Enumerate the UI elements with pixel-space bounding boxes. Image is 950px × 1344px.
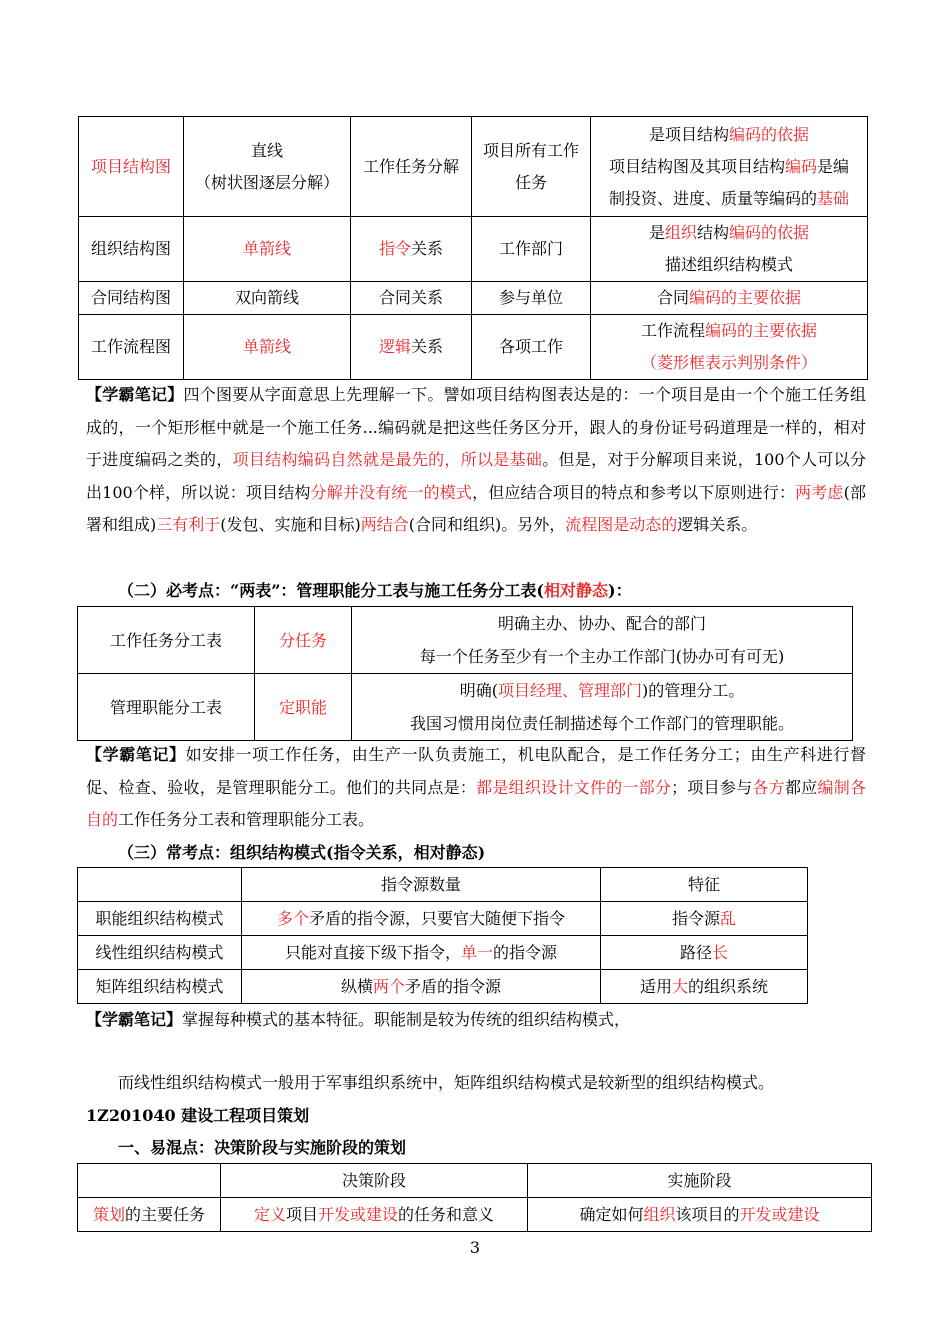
highlight-text: 编制各自的 <box>86 777 866 830</box>
column-header: 指令源数量 <box>242 868 601 902</box>
table-row <box>78 674 853 741</box>
highlight-text: 策划 <box>92 1205 125 1224</box>
key-point: 定职能 <box>255 674 352 741</box>
highlight-text: 两个 <box>372 977 405 996</box>
highlight-text: 三有利于 <box>156 515 221 535</box>
two-tables-table <box>77 606 853 741</box>
text-run: 都应 <box>784 777 818 797</box>
note-3b: 而线性组织结构模式一般用于军事组织系统中，矩阵组织结构模式是较新型的组织结构模式。 <box>118 1073 775 1092</box>
mode-name: 线性组织结构模式 <box>78 936 242 970</box>
highlight-text: 组织 <box>664 223 697 242</box>
text-run: 明确( <box>459 681 498 700</box>
cell-line <box>595 282 863 314</box>
table1-body <box>79 117 868 380</box>
line-type <box>184 217 351 282</box>
text-run: 的组织系统 <box>688 977 769 996</box>
decision-stage <box>221 1198 528 1232</box>
text-run: 的主要任务 <box>125 1205 206 1224</box>
highlight-text: 编码的依据 <box>729 223 810 242</box>
structure-diagrams-table <box>78 116 868 380</box>
text-run: 结构 <box>697 223 730 242</box>
highlight-text: 组织 <box>643 1205 676 1224</box>
highlight-text: 大 <box>671 977 688 996</box>
table-row <box>78 1198 872 1232</box>
cell-line <box>595 183 863 215</box>
text-run: 指令源 <box>671 909 720 928</box>
relation <box>351 217 472 282</box>
text-run: 矛盾的指令源 <box>405 977 502 996</box>
text-run: 该项目的 <box>675 1205 740 1224</box>
highlight-text: 多个 <box>276 909 309 928</box>
page-number: 3 <box>469 1238 481 1257</box>
text-run: 项目 <box>285 1205 318 1224</box>
text-run: 每一个任务至少有一个主办工作部门(协办可有可无) <box>419 647 785 666</box>
highlight-text: 长 <box>712 943 729 962</box>
table-row <box>79 282 868 315</box>
cell-line: 任务 <box>514 172 547 192</box>
description <box>591 217 868 282</box>
text-run: 路径 <box>679 943 712 962</box>
heading-org-modes: （三）常考点：组织结构模式(指令关系，相对静态) <box>118 843 486 862</box>
text-run: 是 <box>648 223 665 242</box>
column-header: 特征 <box>601 868 808 902</box>
header-row <box>78 868 808 902</box>
text-run: 纵横 <box>340 977 373 996</box>
description <box>591 117 868 217</box>
highlight-text: 相对静态 <box>543 581 608 600</box>
mode-name: 职能组织结构模式 <box>78 902 242 936</box>
note-3 <box>86 1004 866 1037</box>
cell-line: （树状图逐层分解） <box>194 172 339 192</box>
object <box>472 117 591 217</box>
table-row <box>79 217 868 282</box>
note-label: 【学霸笔记】 <box>86 385 184 404</box>
cell-line <box>356 674 848 707</box>
table-row <box>78 936 808 970</box>
text-run: 是项目结构 <box>648 124 729 144</box>
cell-line: 各项工作 <box>498 337 563 356</box>
cell-line <box>595 151 863 183</box>
text-run: 逻辑关系。 <box>677 515 758 535</box>
text-run: （二）必考点：“两表”：管理职能分工表与施工任务分工表( <box>118 581 544 600</box>
diagram-name: 项目结构图 <box>79 117 184 217</box>
row-label <box>78 1198 221 1232</box>
heading-two-tables <box>118 578 632 601</box>
relation: 工作任务分解 <box>351 117 472 217</box>
cell-line: 参与单位 <box>498 288 563 307</box>
highlight-text: 各方 <box>752 777 785 797</box>
cell-line: 直线 <box>250 140 283 160</box>
relation <box>351 315 472 380</box>
column-header <box>78 868 242 902</box>
text-run: )的管理分工。 <box>642 681 745 700</box>
table-name: 工作任务分工表 <box>78 607 255 674</box>
text-run: ，但应结合项目的特点和参考以下原则进行： <box>472 482 796 502</box>
cell-line <box>356 607 848 640</box>
cell-line: 双向箭线 <box>234 288 299 307</box>
table-name: 管理职能分工表 <box>78 674 255 741</box>
cell-line <box>595 249 863 281</box>
highlight-text: 乱 <box>720 909 737 928</box>
highlight-text: 编码的主要依据 <box>705 321 818 340</box>
text-run: 适用 <box>639 977 672 996</box>
text-run: 的任务和意义 <box>398 1205 495 1224</box>
text-run: 项目结构图及其项目结构 <box>608 156 785 176</box>
highlight-text: 都是组织设计文件的一部分 <box>476 777 672 797</box>
cell-line <box>595 217 863 249</box>
highlight-text: 项目经理、管理部门 <box>497 681 642 700</box>
text-run: 只能对直接下级下指令， <box>284 943 461 962</box>
mode-name: 矩阵组织结构模式 <box>78 970 242 1004</box>
planning-table <box>77 1163 872 1232</box>
text-run: ；项目参与 <box>671 777 753 797</box>
text-run: 明确主办、协办、配合的部门 <box>497 614 706 633</box>
object <box>472 282 591 315</box>
highlight-text: 项目结构编码自然就是最先的，所以是基础 <box>232 450 543 470</box>
highlight-text: 分解并没有统一的模式 <box>310 482 473 502</box>
cell-line <box>356 640 848 673</box>
text-run: (合同和组织)。另外， <box>408 515 566 535</box>
cell-line <box>595 347 863 379</box>
text-run: 掌握每种模式的基本特征。职能制是较为传统的组织结构模式， <box>182 1010 631 1029</box>
note-2 <box>86 739 866 837</box>
feature <box>601 936 808 970</box>
cell-line: 单箭线 <box>242 239 291 258</box>
diagram-name: 工作流程图 <box>79 315 184 380</box>
cell-line: 项目所有工作 <box>482 140 579 160</box>
header-row <box>78 1164 872 1198</box>
column-header <box>78 1164 221 1198</box>
description <box>591 282 868 315</box>
text-run: 是编 <box>817 156 850 176</box>
diagram-name: 合同结构图 <box>79 282 184 315</box>
object <box>472 217 591 282</box>
highlight-text: 指令 <box>378 239 411 258</box>
column-header: 决策阶段 <box>221 1164 528 1198</box>
highlight-text: （菱形框表示判别条件） <box>640 353 817 372</box>
text-run: 确定如何 <box>579 1205 644 1224</box>
table-row <box>79 117 868 217</box>
table-row <box>78 902 808 936</box>
object <box>472 315 591 380</box>
text-run: 关系 <box>411 337 444 356</box>
highlight-text: 逻辑 <box>378 337 411 356</box>
text-run: 四个图要从字面意思上先理解一下。譬如项目结构图表达是的：一个项目是由一个个施工任务组成的，一个矩形框中就是一个施工任务...编码就是把这些任务区分开，跟人的身份证号码道理是一样的，相对于进度编码之类的， <box>86 385 866 470</box>
text-run: 我国习惯用岗位责任制描述每个工作部门的管理职能。 <box>409 714 794 733</box>
highlight-text: 基础 <box>817 188 850 208</box>
text-run: 合同 <box>656 288 689 307</box>
highlight-text: 两考虑 <box>795 482 844 502</box>
note-1 <box>86 379 866 542</box>
cell-line: 单箭线 <box>242 337 291 356</box>
text-run: (部署和组成) <box>86 482 866 535</box>
text-run: (发包、实施和目标) <box>220 515 361 535</box>
cell-line <box>595 119 863 151</box>
table-row <box>78 607 853 674</box>
highlight-text: 编码 <box>784 156 817 176</box>
description <box>352 674 853 741</box>
text-run: 的指令源 <box>493 943 558 962</box>
highlight-text: 开发或建设 <box>739 1205 820 1224</box>
highlight-text: 定义 <box>253 1205 286 1224</box>
org-modes-table <box>77 867 808 1004</box>
text-run: 矛盾的指令源，只要官大随便下指令 <box>309 909 566 928</box>
command-source <box>242 902 601 936</box>
diagram-name: 组织结构图 <box>79 217 184 282</box>
text-run: 工作流程 <box>640 321 705 340</box>
text-run: 描述组织结构模式 <box>664 255 793 274</box>
text-run: 工作任务分工表和管理职能分工表。 <box>118 810 375 830</box>
relation: 合同关系 <box>351 282 472 315</box>
highlight-text: 流程图是动态的 <box>565 515 678 535</box>
note-label: 【学霸笔记】 <box>86 745 186 764</box>
command-source <box>242 936 601 970</box>
highlight-text: 两结合 <box>360 515 409 535</box>
highlight-text: 编码的依据 <box>729 124 810 144</box>
feature <box>601 902 808 936</box>
key-point: 分任务 <box>255 607 352 674</box>
feature <box>601 970 808 1004</box>
text-run: )： <box>608 581 632 600</box>
text-run: 制投资、进度、质量等编码的 <box>608 188 817 208</box>
table-row <box>79 315 868 380</box>
highlight-text: 编码的主要依据 <box>689 288 802 307</box>
note-label: 【学霸笔记】 <box>86 1010 183 1029</box>
highlight-text: 单一 <box>460 943 493 962</box>
highlight-text: 开发或建设 <box>318 1205 399 1224</box>
description <box>591 315 868 380</box>
text-run: 关系 <box>411 239 444 258</box>
line-type <box>184 117 351 217</box>
cell-line <box>356 707 848 740</box>
line-type <box>184 282 351 315</box>
text-run: 如安排一项工作任务，由生产一队负责施工，机电队配合，是工作任务分工；由生产科进行督促、检查、验收，是管理职能分工。他们的共同点是： <box>86 745 866 797</box>
line-type <box>184 315 351 380</box>
cell-line <box>595 315 863 347</box>
description <box>352 607 853 674</box>
cell-line: 工作部门 <box>498 239 563 258</box>
table-row <box>78 970 808 1004</box>
heading-planning: 一、易混点：决策阶段与实施阶段的策划 <box>118 1138 407 1157</box>
implementation-stage <box>528 1198 872 1232</box>
column-header: 实施阶段 <box>528 1164 872 1198</box>
command-source <box>242 970 601 1004</box>
text-run: 。但是，对于分解项目来说，100个人可以分出100个样，所以说：项目结构 <box>86 450 866 502</box>
section-title: 1Z201040 建设工程项目策划 <box>86 1106 310 1125</box>
